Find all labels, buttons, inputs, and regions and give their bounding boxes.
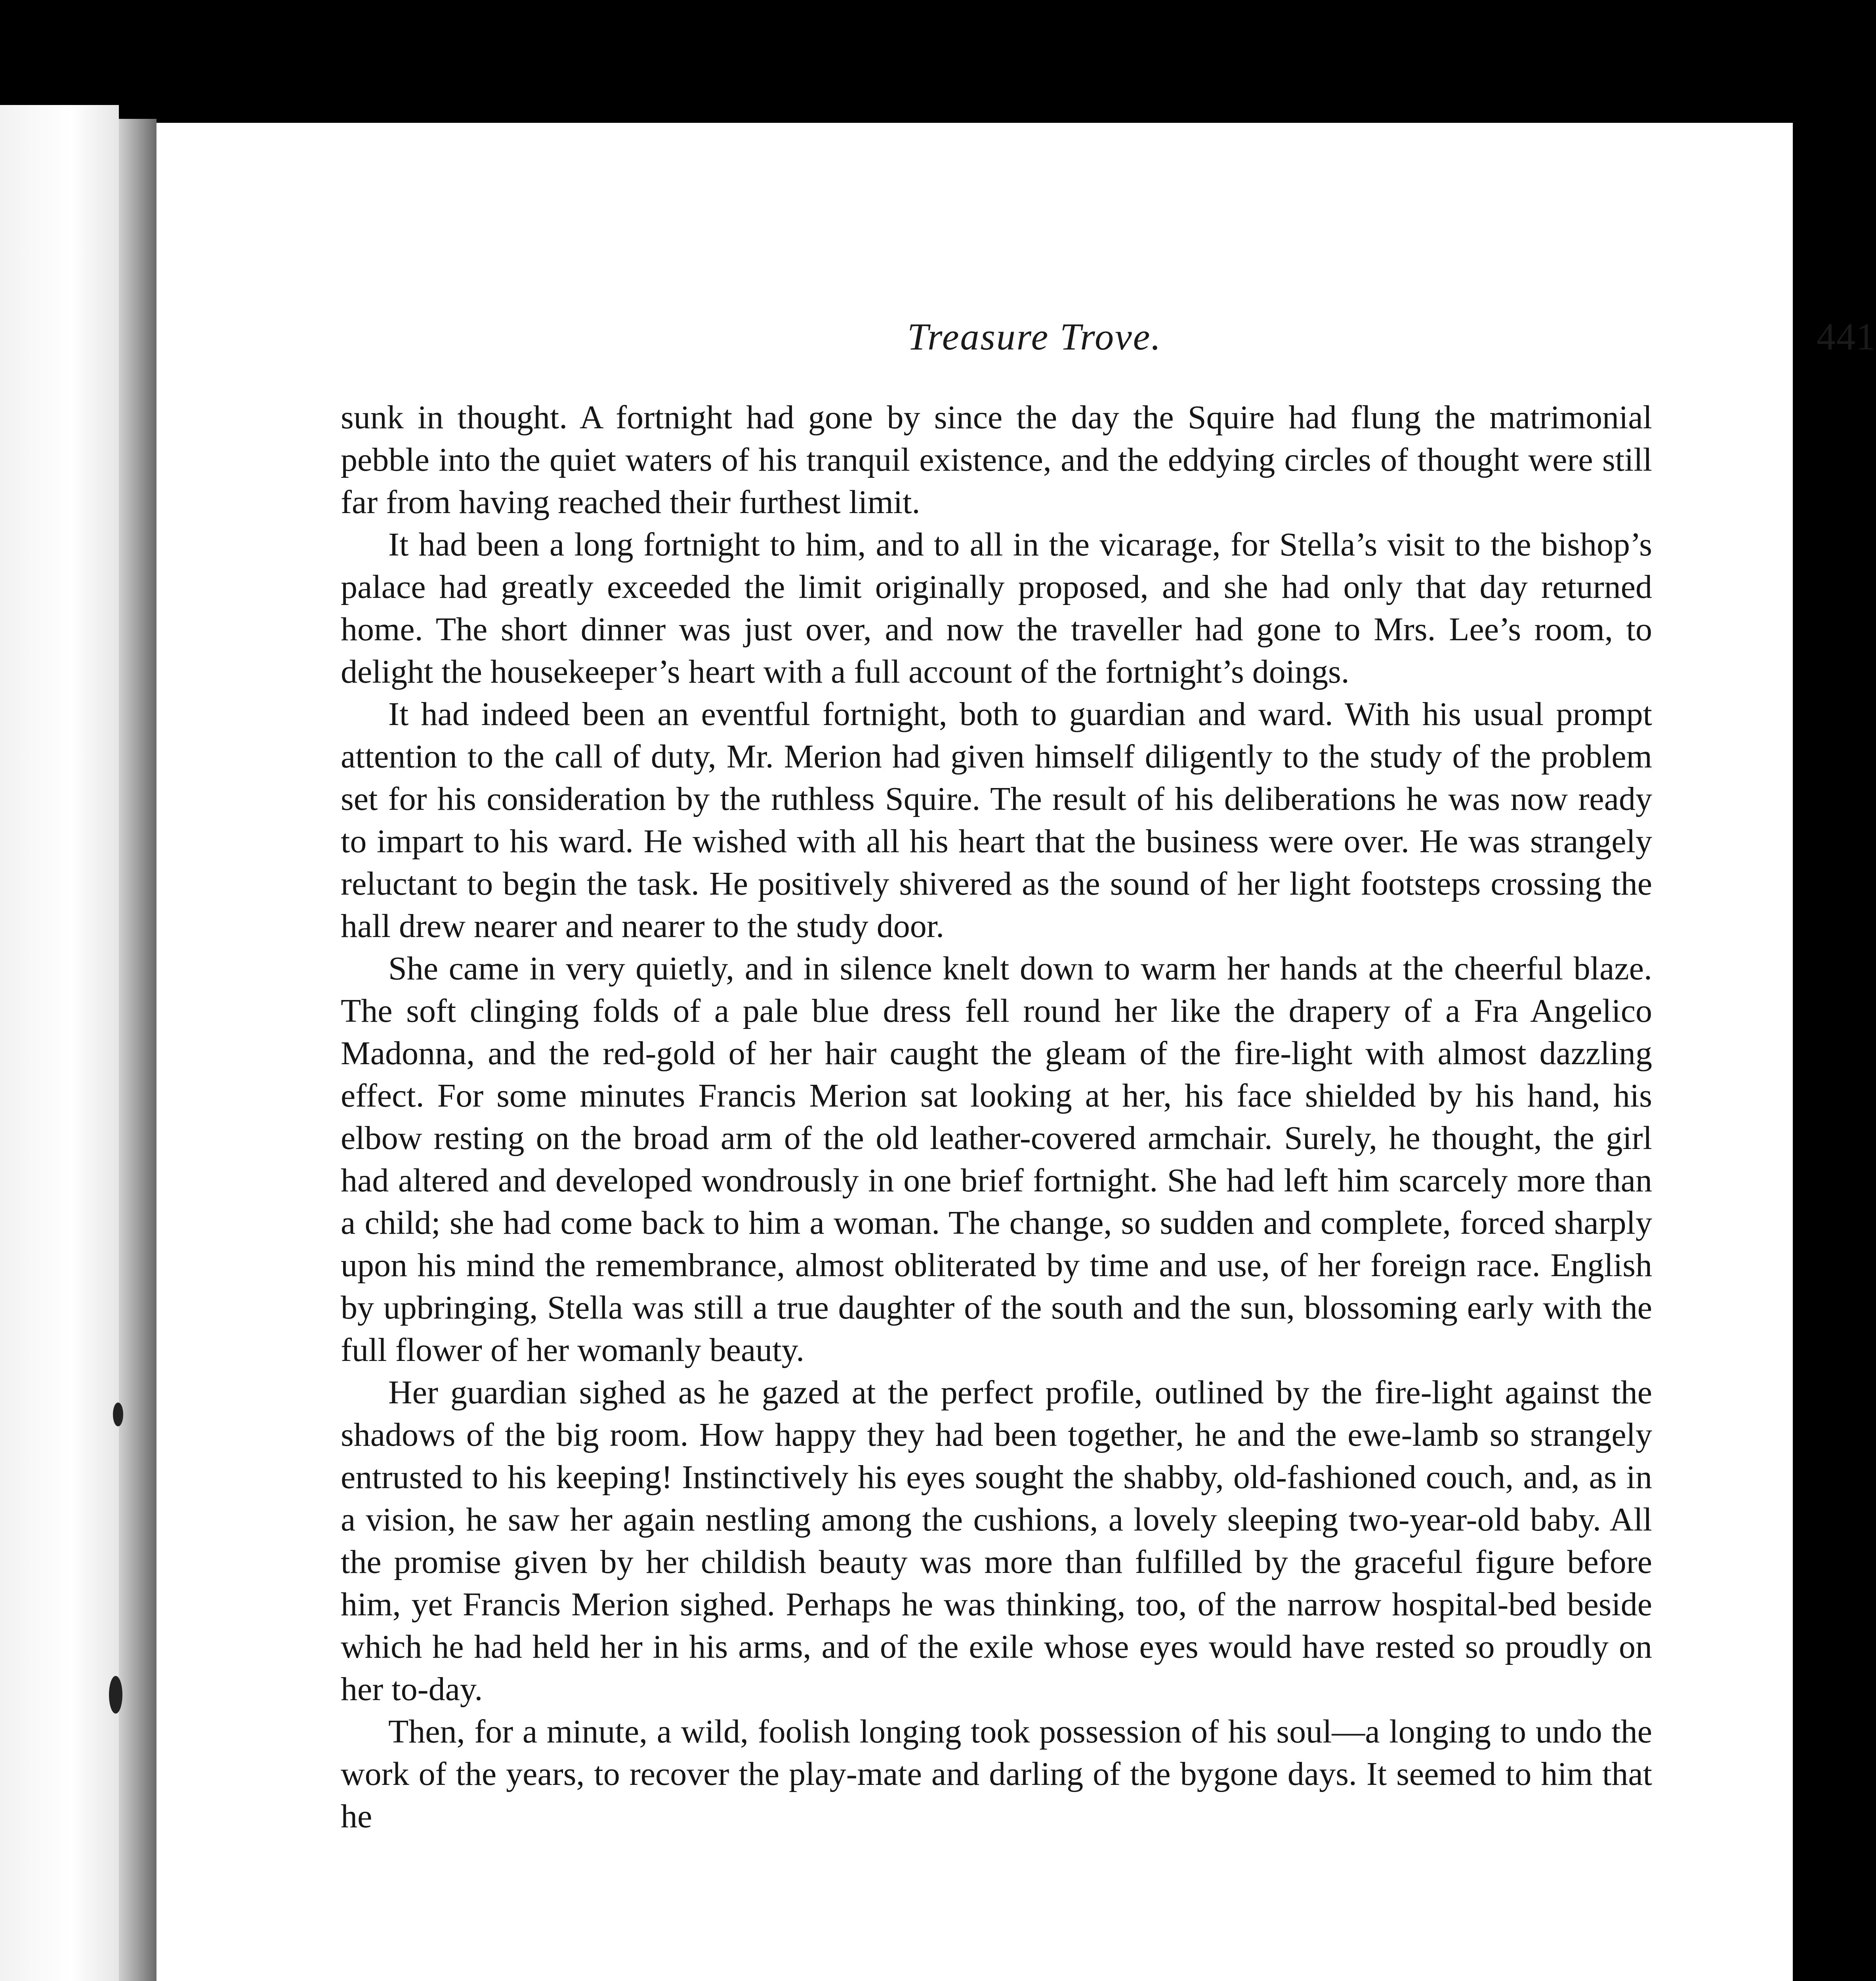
- paragraph: Her guardian sighed as he gazed at the perfect profile, outlined by the fire-light against the shadows of the big room. How happy they had been together, he and the ewe-lamb so strangely entrusted to his keeping! Instinctively his eyes sought the shabby, old-fashioned couch, and, as in a vision, he saw her again nestling among the cushions, a lovely sleeping two-year-old baby. All the promise given by her childish beauty was more than fulfilled by the graceful figure before him, yet Francis Merion sighed. Perhaps he was thinking, too, of the narrow hospital-bed beside which he had held her in his arms, and of the exile whose eyes would have rested so proudly on her to-day.: [341, 1374, 1652, 1708]
- paragraph: She came in very quietly, and in silence knelt down to warm her hands at the cheerful blaze. The soft clinging folds of a pale blue dress fell round her like the drapery of a Fra Angelico Madonna, and the red-gold of her hair caught the gleam of the fire-light with almost dazzling effect. For some minutes Francis Merion sat looking at her, his face shielded by his hand, his elbow resting on the broad arm of the old leather-covered armchair. Surely, he thought, the girl had altered and developed wondrously in one brief fortnight. She had left him scarcely more than a child; she had come back to him a woman. The change, so sudden and complete, forced sharply upon his mind the remembrance, almost obliterated by time and use, of her foreign race. English by upbringing, Stella was still a true daughter of the south and the sun, blossoming early with the full flower of her womanly beauty.: [341, 950, 1652, 1368]
- running-title: Treasure Trove.: [907, 315, 1162, 358]
- binding-mark: [113, 1403, 123, 1426]
- paragraph: It had been a long fortnight to him, and to all in the vicarage, for Stella’s visit to the bishop’s palace had greatly exceeded the limit originally proposed, and she had only that day returned home. The short dinner was just over, and now the traveller had gone to Mrs. Lee’s room, to delight the housekeeper’s heart with a full account of the fortnight’s doings.: [341, 526, 1652, 690]
- body-text: [341, 396, 1652, 1838]
- paragraph: sunk in thought. A fortnight had gone by since the day the Squire had flung the matrimonial pebble into the quiet waters of his tranquil existence, and the eddying circles of thought were still far from having reached their furthest limit.: [341, 399, 1652, 521]
- book-gutter: [119, 119, 156, 1981]
- paragraph: Then, for a minute, a wild, foolish longing took possession of his soul—a longing to undo the work of the years, to recover the play-mate and darling of the bygone days. It seemed to him that he: [341, 1713, 1652, 1835]
- book-page: [156, 123, 1876, 1981]
- facing-page-edge: [0, 105, 119, 1981]
- paragraph: It had indeed been an eventful fortnight, both to guardian and ward. With his usual prompt attention to the call of duty, Mr. Merion had given himself diligently to the study of the problem set for his consideration by the ruthless Squire. The result of his deliberations he was now ready to impart to his ward. He wished with all his heart that the business were over. He was strangely reluctant to begin the task. He positively shivered as the sound of her light footsteps crossing the hall drew nearer and nearer to the study door.: [341, 696, 1652, 945]
- page-number: 441: [1817, 315, 1876, 358]
- binding-mark: [109, 1676, 122, 1714]
- running-head: [331, 309, 1876, 365]
